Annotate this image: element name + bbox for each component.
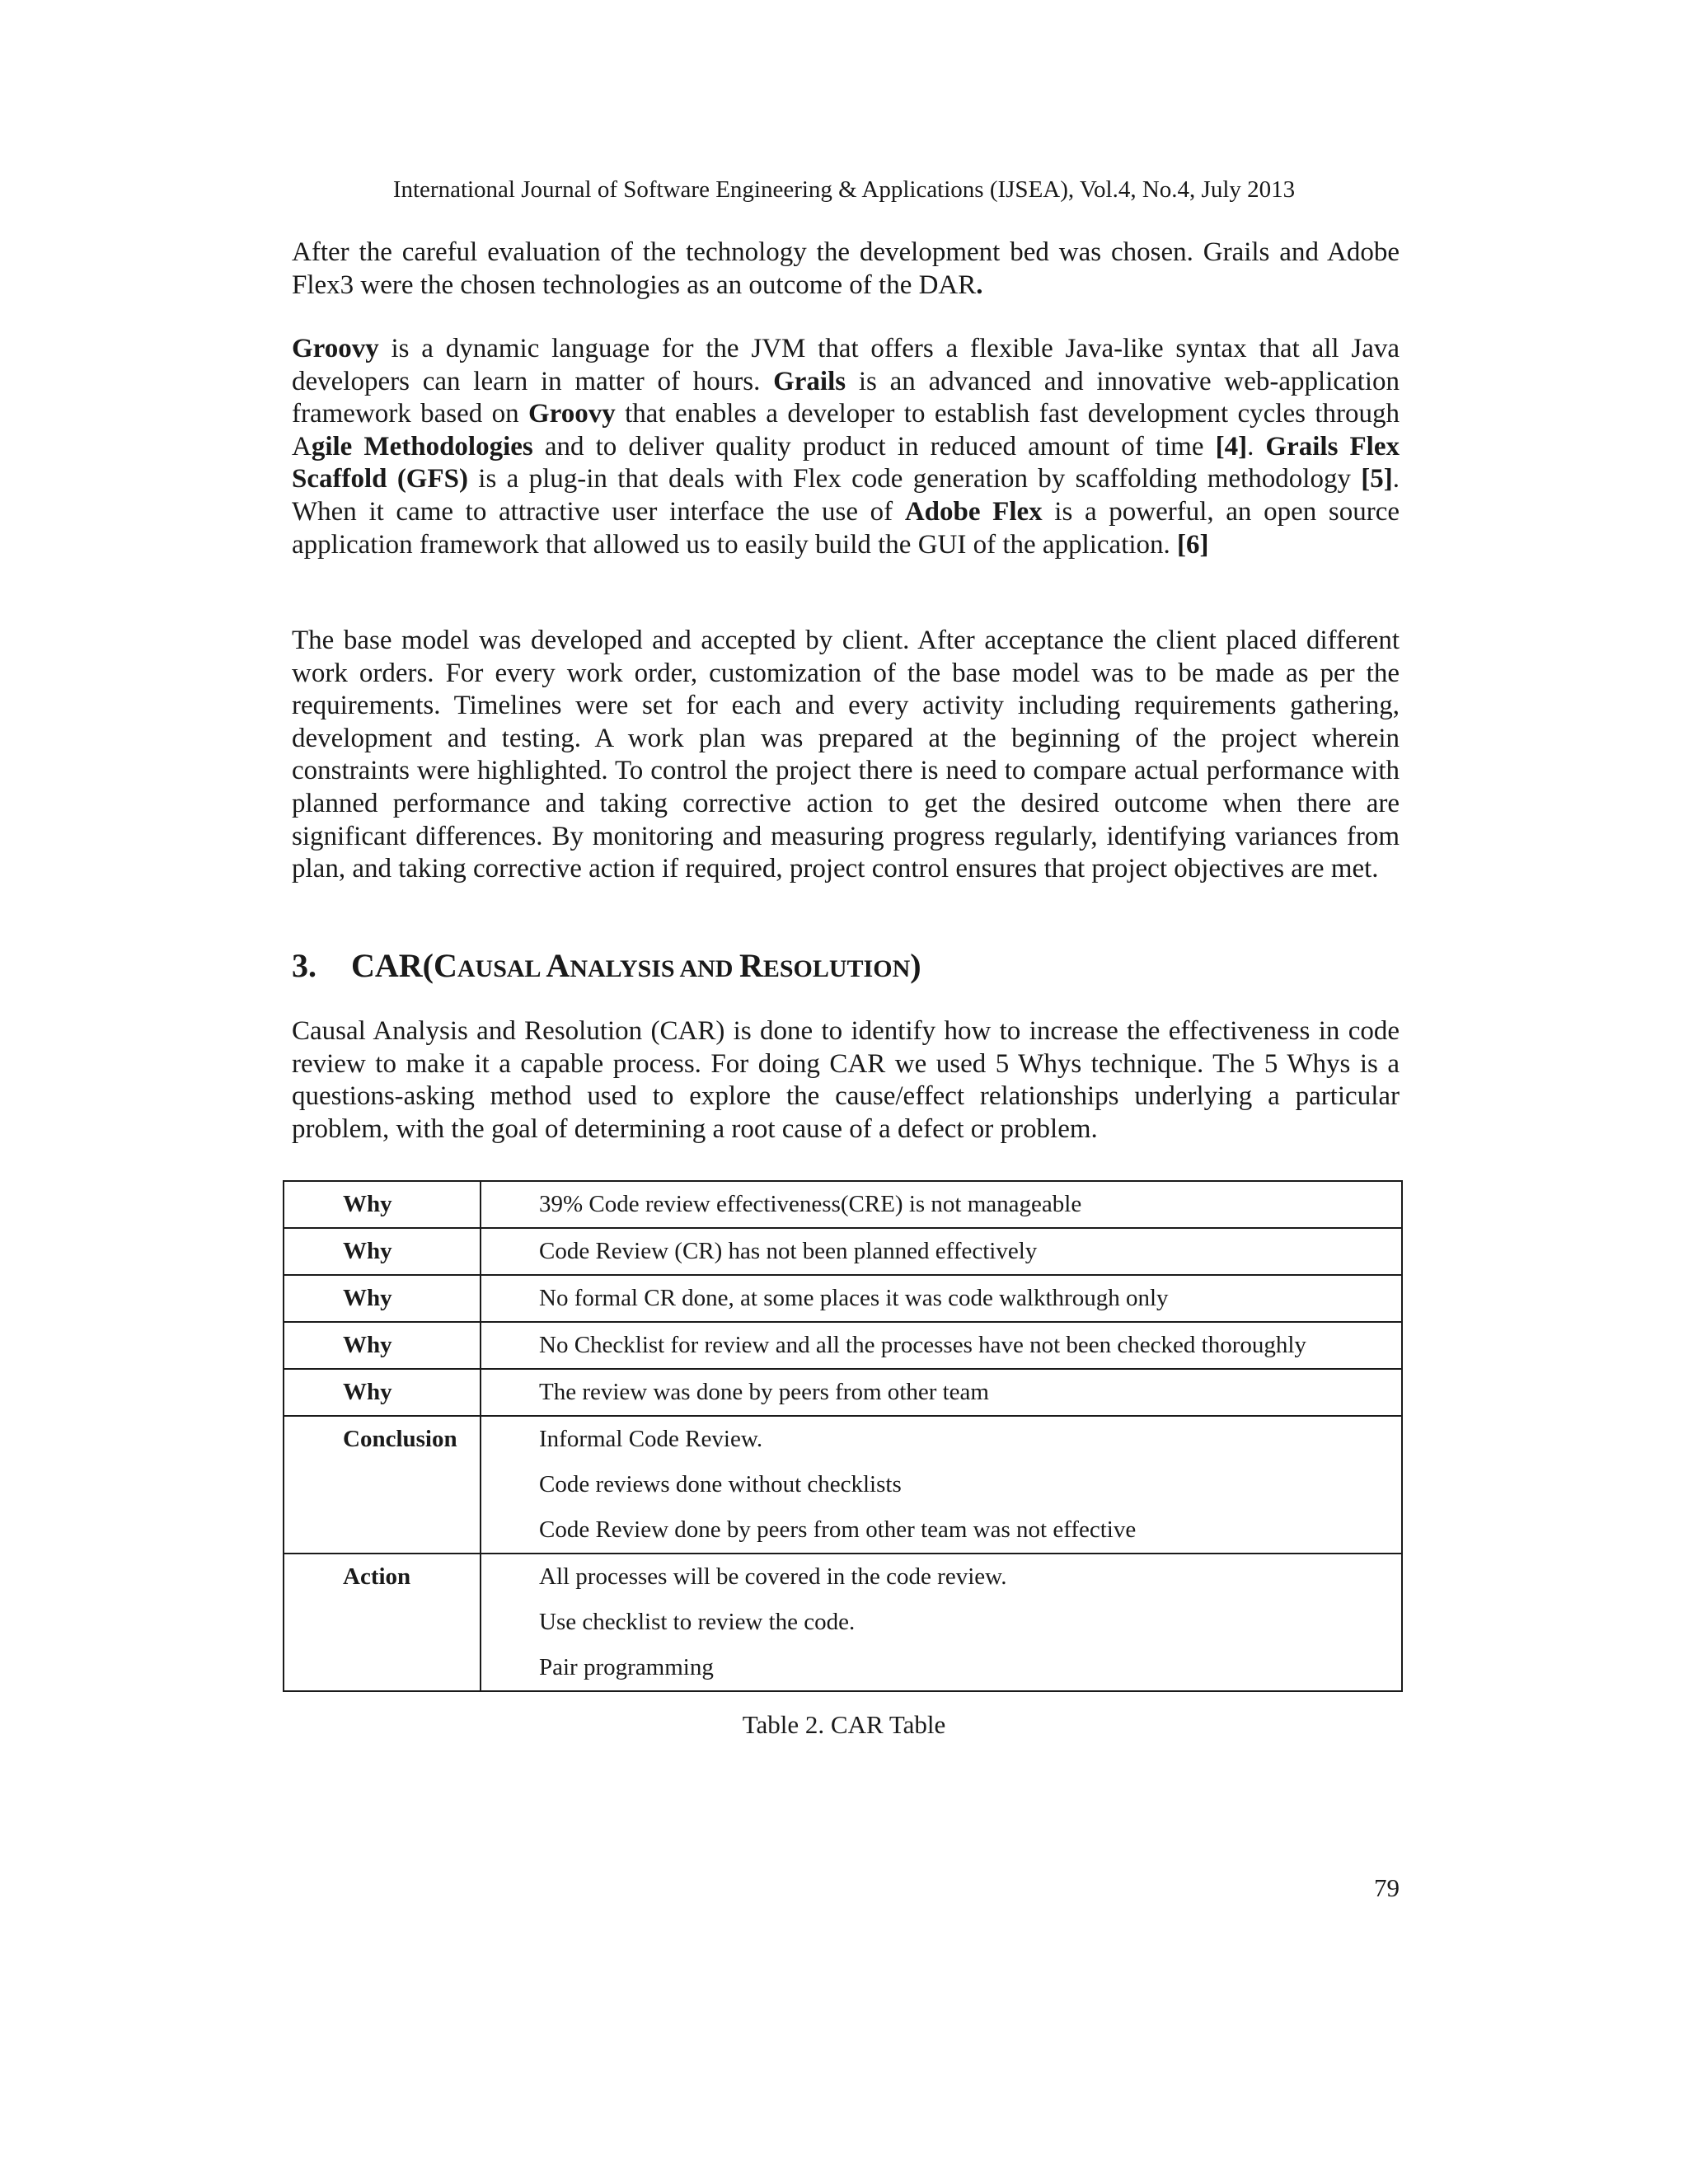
bold-text: Adobe Flex — [904, 496, 1043, 527]
heading-part: A — [546, 947, 570, 984]
cell-line: 39% Code review effectiveness(CRE) is not manageable — [539, 1191, 1082, 1217]
cell-line: No formal CR done, at some places it was code walkthrough only — [539, 1285, 1169, 1311]
text: and to deliver quality product in reduced amount of time — [532, 431, 1216, 462]
heading-part: AUSAL — [457, 955, 546, 982]
cell-line: Informal Code Review. — [539, 1426, 763, 1452]
table-row-label — [284, 1181, 481, 1228]
section-number: 3. — [292, 947, 316, 984]
table-row-text — [481, 1416, 1402, 1554]
heading-part: ) — [910, 947, 921, 984]
car-table — [283, 1180, 1403, 1692]
table-row-label — [284, 1322, 481, 1369]
table-row-label — [284, 1369, 481, 1416]
table-row-text — [481, 1369, 1402, 1416]
bold-text: Groovy — [528, 399, 616, 429]
bold-text: Grails Flex Scaffold (GFS) — [292, 431, 1400, 494]
heading-part: NALYSIS AND — [570, 955, 739, 982]
cell-line: No Checklist for review and all the processes have not been checked thoroughly — [539, 1332, 1306, 1358]
paragraph-groovy-grails — [292, 333, 1400, 561]
cell-line: The review was done by peers from other team — [539, 1379, 989, 1405]
label-text: Why — [343, 1238, 392, 1264]
table-row-action — [284, 1554, 1402, 1691]
table-row — [284, 1181, 1402, 1228]
paragraph-car-intro: Causal Analysis and Resolution (CAR) is done to identify how to increase the effectiveness in code review to make it a capable process. For doing CAR we used 5 Whys technique. The 5 Whys is a questions-asking method used to explore the cause/effect relationships underlying a particular problem, with the goal of determining a root cause of a defect or problem. — [292, 1016, 1400, 1144]
heading-part: CAR( — [351, 947, 434, 984]
label-text: Why — [343, 1332, 392, 1358]
cell-line: Pair programming — [539, 1654, 714, 1680]
label-text: Why — [343, 1191, 392, 1217]
text: . When it came to attractive user interface the use of — [292, 464, 1400, 527]
paragraph-base-model: The base model was developed and accepted by client. After acceptance the client placed different work orders. For every work order, customization of the base model was to be made as per the requirements. Timelines were set for each and every activity including requirements gathering, development and testing. A work plan was prepared at the beginning of the project wherein constraints were highlighted. To control the project there is need to compare actual performance with planned performance and taking corrective action to get the desired outcome when there are significant differences. By monitoring and measuring progress regularly, identifying variances from plan, and taking corrective action if required, project control ensures that project objectives are met. — [292, 626, 1400, 884]
heading-part: C — [433, 947, 457, 984]
label-text: Conclusion — [343, 1426, 457, 1452]
label-text: Why — [343, 1285, 392, 1311]
bold-text: . — [976, 269, 983, 300]
cell-line: Use checklist to review the code. — [539, 1609, 856, 1635]
page-number: 79 — [1374, 1873, 1400, 1902]
bold-text: gile Methodologies — [311, 431, 533, 462]
citation: [6] — [1177, 529, 1209, 560]
text: that enables a developer to establish fast development cycles through A — [292, 399, 1400, 462]
table-row-label — [284, 1275, 481, 1322]
table-row-label — [284, 1554, 481, 1691]
table-row-text — [481, 1322, 1402, 1369]
text: is a plug-in that deals with Flex code generation by scaffolding methodology — [467, 464, 1362, 494]
table-row-text — [481, 1554, 1402, 1691]
paragraph-technology-choice — [292, 237, 1400, 302]
table-row — [284, 1275, 1402, 1322]
table-row — [284, 1322, 1402, 1369]
text: After the careful evaluation of the technology the development bed was chosen. Grails and Adobe Flex3 were the chosen technologies as an outcome of the DAR — [292, 237, 1400, 300]
heading-part: ESOLUTION — [762, 955, 911, 982]
heading-part: R — [738, 947, 763, 984]
running-header: International Journal of Software Engineering & Applications (IJSEA), Vol.4, No.4, July 2013 — [392, 176, 1296, 203]
table-row-conclusion — [284, 1416, 1402, 1554]
table-row-text — [481, 1181, 1402, 1228]
cell-line: All processes will be covered in the code review. — [539, 1563, 1007, 1590]
citation: [5] — [1361, 464, 1393, 494]
table-row-text — [481, 1275, 1402, 1322]
text: . — [1247, 431, 1266, 462]
table-row — [284, 1228, 1402, 1275]
table-caption: Table 2. CAR Table — [742, 1710, 946, 1739]
table-row-text — [481, 1228, 1402, 1275]
label-text: Why — [343, 1379, 392, 1405]
label-text: Action — [343, 1563, 411, 1590]
bold-text: Groovy — [292, 334, 379, 363]
text: is a powerful, an open source application framework that allowed us to easily build the GUI of the application. — [292, 496, 1400, 560]
text: is a dynamic language for the JVM that offers a flexible Java-like syntax that all Java developers can learn in matter of hours. — [292, 334, 1400, 396]
table-row-label — [284, 1416, 481, 1554]
cell-line: Code Review (CR) has not been planned effectively — [539, 1238, 1038, 1264]
cell-line: Code Review done by peers from other team was not effective — [539, 1516, 1137, 1543]
citation: [4] — [1215, 431, 1248, 462]
table-row-label — [284, 1228, 481, 1275]
cell-line: Code reviews done without checklists — [539, 1471, 902, 1497]
bold-text: Grails — [773, 366, 846, 396]
table-row — [284, 1369, 1402, 1416]
text: is an advanced and innovative web-application framework based on — [292, 366, 1400, 429]
section-heading-car — [292, 946, 1400, 989]
